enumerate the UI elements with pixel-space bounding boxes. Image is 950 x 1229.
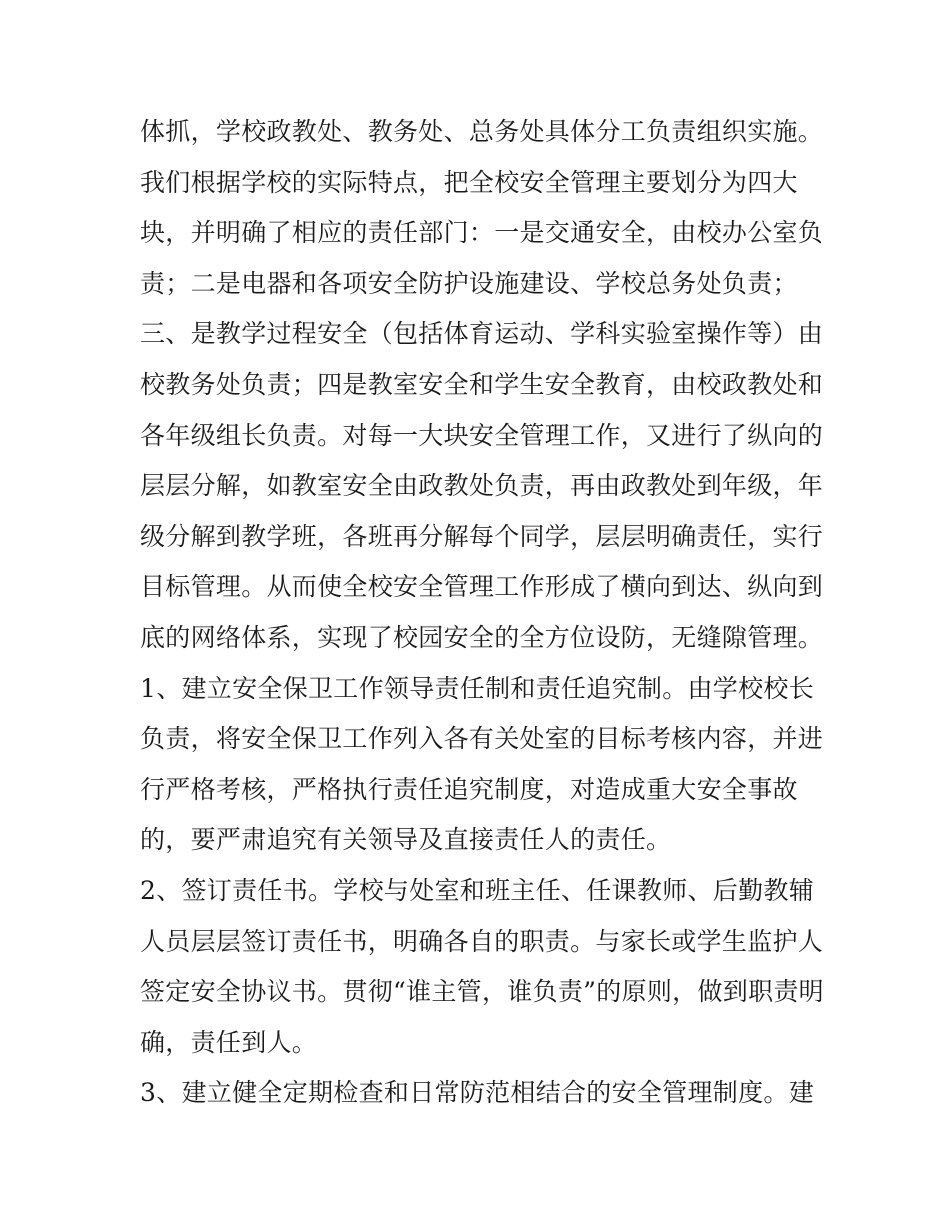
list-item-2-line: 2、签订责任书。学校与处室和班主任、任课教师、后勤教辅 [140, 875, 815, 905]
text-line: 我们根据学校的实际特点，把全校安全管理主要划分为四大 [140, 167, 798, 197]
text-line: 责；二是电器和各项安全防护设施建设、学校总务处负责； [140, 268, 798, 298]
list-item-1-line: 行严格考核，严格执行责任追究制度，对造成重大安全事故 [140, 774, 798, 804]
text-line: 级分解到教学班，各班再分解每个同学，层层明确责任，实行 [140, 521, 824, 551]
text-line: 各年级组长负责。对每一大块安全管理工作，又进行了纵向的 [140, 420, 824, 450]
document-body [140, 107, 830, 1119]
list-item-2-line: 人员层层签订责任书，明确各自的职责。与家长或学生监护人 [140, 926, 824, 956]
text-line: 目标管理。从而使全校安全管理工作形成了横向到达、纵向到 [140, 572, 824, 602]
list-item-1-line: 1、建立安全保卫工作领导责任制和责任追究制。由学校校长 [140, 673, 815, 703]
list-item-2-line: 确，责任到人。 [140, 1027, 318, 1057]
text-line: 底的网络体系，实现了校园安全的全方位设防，无缝隙管理。 [140, 622, 824, 652]
text-line: 块，并明确了相应的责任部门：一是交通安全，由校办公室负 [140, 218, 824, 248]
list-item-3-line: 3、建立健全定期检查和日常防范相结合的安全管理制度。建 [140, 1078, 815, 1108]
text-line: 层层分解，如教室安全由政教处负责，再由政教处到年级，年 [140, 471, 824, 501]
list-item-1-line: 的，要严肃追究有关领导及直接责任人的责任。 [140, 825, 672, 855]
list-item-2-line: 签定安全协议书。贯彻“谁主管，谁负责”的原则，做到职责明 [140, 977, 824, 1007]
list-item-1-line: 负责，将安全保卫工作列入各有关处室的目标考核内容，并进 [140, 724, 824, 754]
text-line: 三、是教学过程安全（包括体育运动、学科实验室操作等）由 [140, 319, 824, 349]
text-line: 体抓，学校政教处、教务处、总务处具体分工负责组织实施。 [140, 117, 824, 146]
text-line: 校教务处负责；四是教室安全和学生安全教育，由校政教处和 [140, 369, 824, 399]
